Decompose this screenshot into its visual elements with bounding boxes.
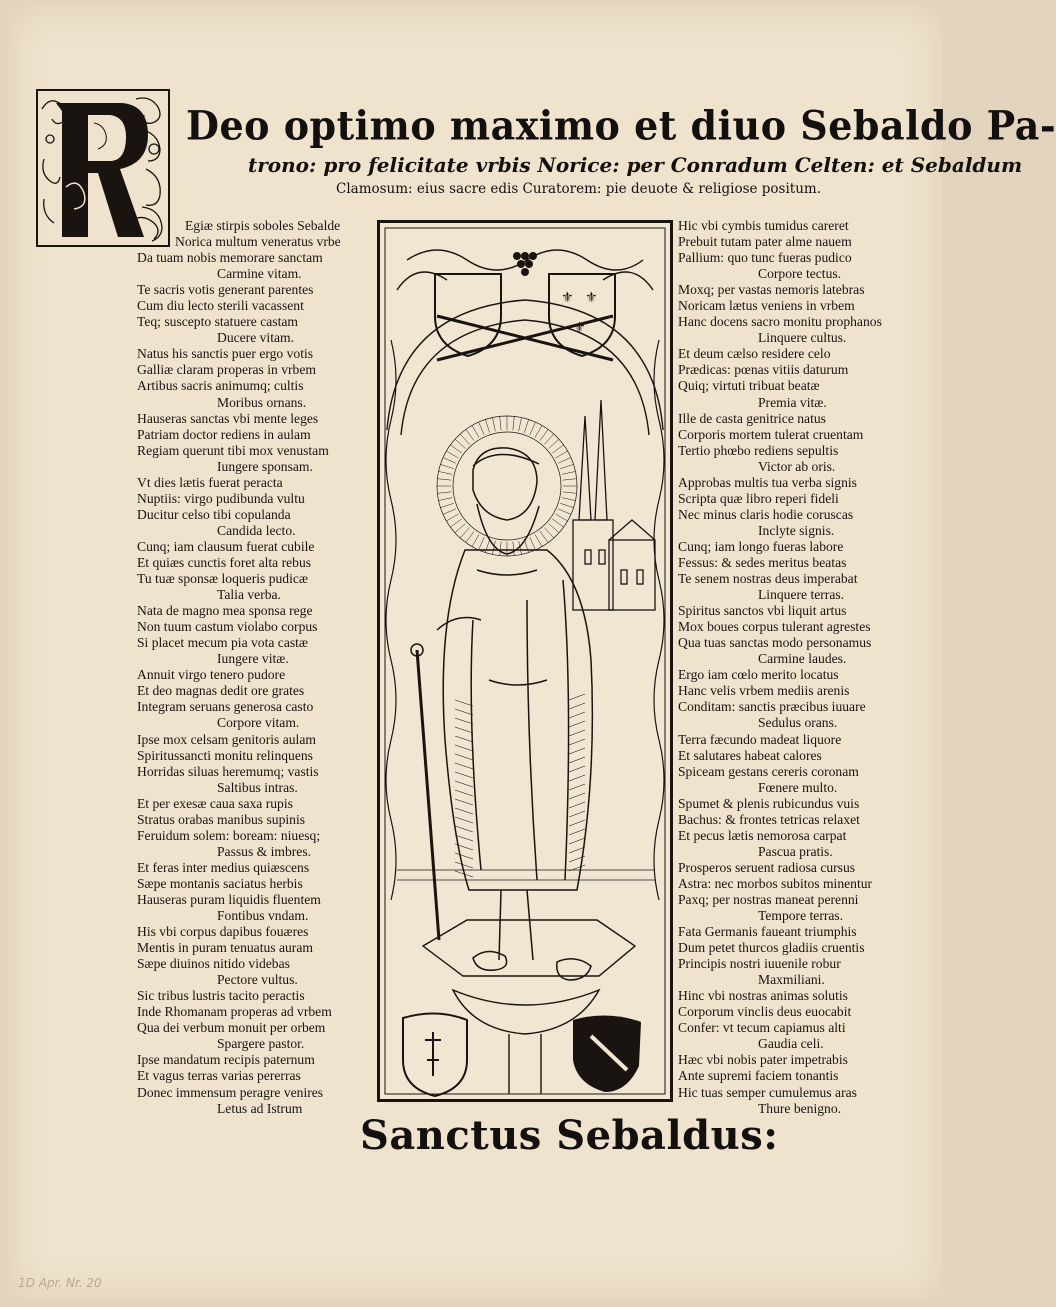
verse-line: Fontibus vndam. [217, 908, 309, 924]
verse-line: Spiritussancti monitu relinquens [137, 747, 313, 763]
verse-line: Cunq; iam clausum fuerat cubile [137, 538, 315, 554]
verse-line: Dum petet thurcos gladiis cruentis [678, 940, 865, 956]
verse-line: Stratus orabas manibus supinis [137, 811, 306, 827]
verse-line: Carmine laudes. [758, 651, 847, 667]
verse-line: Terra fæcundo madeat liquore [678, 731, 842, 747]
verse-line: Corpore tectus. [758, 266, 842, 282]
verse-line: Approbas multis tua verba signis [678, 474, 857, 490]
verse-line: Da tuam nobis memorare sanctam [137, 250, 323, 266]
svg-text:⚜: ⚜ [573, 320, 586, 336]
verses-right-column [678, 218, 882, 1117]
woodcut-saint-sebald [377, 220, 673, 1102]
verse-line: Corporum vinclis deus euocabit [678, 1004, 852, 1020]
verse-line: Corporis mortem tulerat cruentam [678, 426, 864, 442]
verse-line: Galliæ claram properas in vrbem [137, 362, 316, 378]
verse-line: Victor ab oris. [758, 458, 836, 474]
verse-line: Fata Germanis faueant triumphis [678, 924, 857, 940]
verse-line: Passus & imbres. [217, 843, 312, 859]
verse-line: Hanc velis vrbem mediis arenis [678, 683, 850, 699]
verse-line: Pallium: quo tunc fueras pudico [678, 250, 852, 266]
verse-line: Corpore vitam. [217, 715, 300, 731]
verse-line: Fœnere multo. [758, 779, 838, 795]
verse-line: Tempore terras. [758, 908, 844, 924]
verse-line: Tu tuæ sponsæ loqueris pudicæ [137, 571, 308, 587]
verse-line: Scripta quæ libro reperi fideli [678, 490, 839, 506]
verse-line: Cunq; iam longo fueras labore [678, 538, 844, 554]
verse-line: Inde Rhomanam properas ad vrbem [137, 1004, 332, 1020]
verse-line: Integram seruans generosa casto [137, 699, 314, 715]
verse-line: Talia verba. [217, 587, 281, 603]
verse-line: Ducere vitam. [217, 330, 294, 346]
verse-line: Maxmiliani. [758, 972, 825, 988]
verse-line: Ipse mandatum recipis paternum [137, 1052, 315, 1068]
verses-left-column [137, 218, 341, 1117]
verse-line: Et pecus lætis nemorosa carpat [678, 827, 847, 843]
verse-line: Hauseras sanctas vbi mente leges [137, 410, 319, 426]
verse-line: Saltibus intras. [217, 779, 298, 795]
svg-text:⚜: ⚜ [585, 290, 598, 306]
verse-line: Ducitur celso tibi copulanda [137, 506, 291, 522]
verse-line: Nuptiis: virgo pudibunda vultu [137, 490, 305, 506]
caption-sanctus-sebaldus: Sanctus Sebaldus: [360, 1112, 779, 1159]
verse-line: His vbi corpus dapibus fouæres [137, 924, 309, 940]
verse-line: Premia vitæ. [758, 394, 827, 410]
verse-line: Et salutares habeat calores [678, 747, 822, 763]
verse-line: Linquere cultus. [758, 330, 847, 346]
verse-line: Patriam doctor rediens in aulam [137, 426, 311, 442]
verse-line: Te sacris votis generant parentes [137, 282, 314, 298]
verse-line: Paxq; per nostras maneat perenni [678, 891, 859, 907]
verse-line: Hic tuas semper cumulemus aras [678, 1084, 857, 1100]
verse-line: Cum diu lecto sterili vacassent [137, 298, 304, 314]
verse-line: Feruidum solem: boream: niuesq; [137, 827, 321, 843]
verse-line: Prosperos seruent radiosa cursus [678, 859, 856, 875]
verse-line: Candida lecto. [217, 522, 296, 538]
heading-line-1: Deo optimo maximo et diuo Sebaldo Pa- [186, 101, 1056, 150]
verse-line: Et deo magnas dedit ore grates [137, 683, 305, 699]
verse-line: Hic vbi cymbis tumidus careret [678, 218, 849, 233]
verse-line: Prebuit tutam pater alme nauem [678, 234, 852, 250]
verse-line: Nata de magno mea sponsa rege [137, 603, 313, 619]
verse-line: Letus ad Istrum [217, 1100, 303, 1116]
verse-line: Gaudia celi. [758, 1036, 824, 1052]
verse-line: Pectore vultus. [217, 972, 298, 988]
heading-line-3: Clamosum: eius sacre edis Curatorem: pie deuote & religiose positum. [336, 181, 822, 197]
verse-line: Bachus: & frontes tetricas relaxet [678, 811, 860, 827]
verse-line: Principis nostri iuuenile robur [678, 956, 841, 972]
verse-line: Qua tuas sanctas modo personamus [678, 635, 872, 651]
verse-line: Donec immensum peragre venires [137, 1084, 324, 1100]
verse-line: Pascua pratis. [758, 843, 833, 859]
verse-line: Thure benigno. [758, 1100, 842, 1116]
verse-line: Et vagus terras varias pererras [137, 1068, 301, 1084]
verse-line: Moxq; per vastas nemoris latebras [678, 282, 865, 298]
verse-line: Conditam: sanctis præcibus iuuare [678, 699, 866, 715]
verse-line: Prædicas: pœnas vitiis daturum [678, 362, 849, 378]
verse-line: Astra: nec morbos subitos minentur [678, 875, 873, 891]
verse-line: Iungere vitæ. [217, 651, 289, 667]
verse-line: Vt dies lætis fuerat peracta [137, 474, 283, 490]
verse-line: Mentis in puram tenuatus auram [137, 940, 313, 956]
verse-line: Fessus: & sedes meritus beatas [678, 554, 847, 570]
verse-line: Et feras inter medius quiæscens [137, 859, 310, 875]
verse-line: Confer: vt tecum capiamus alti [678, 1020, 846, 1036]
verse-line: Annuit virgo tenero pudore [137, 667, 286, 683]
verse-line: Spargere pastor. [217, 1036, 305, 1052]
verse-line: Te senem nostras deus imperabat [678, 571, 858, 587]
verse-line: Nec minus claris hodie coruscas [678, 506, 854, 522]
verse-line: Et deum cælso residere celo [678, 346, 831, 362]
verse-line: Ergo iam cœlo merito locatus [678, 667, 839, 683]
verse-line: Carmine vitam. [217, 266, 302, 282]
verse-line: Quiq; virtuti tribuat beatæ [678, 378, 820, 394]
verse-line: Sic tribus lustris tacito peractis [137, 988, 305, 1004]
verse-line: Iungere sponsam. [217, 458, 313, 474]
verse-line: Ante supremi faciem tonantis [678, 1068, 839, 1084]
verse-line: Hauseras puram liquidis fluentem [137, 891, 321, 907]
verse-line: Spumet & plenis rubicundus vuis [678, 795, 860, 811]
verse-line: Sedulus orans. [758, 715, 838, 731]
verse-line: Et quiæs cunctis foret alta rebus [137, 554, 312, 570]
verse-line: Si placet mecum pia vota castæ [137, 635, 309, 651]
verse-line: Et per exesæ caua saxa rupis [137, 795, 293, 811]
verse-line: Sæpe montanis saciatus herbis [137, 875, 303, 891]
verse-line: Spiceam gestans cereris coronam [678, 763, 859, 779]
verse-line: Egiæ stirpis soboles Sebalde [185, 218, 341, 233]
verse-line: Teq; suscepto statuere castam [137, 314, 298, 330]
verse-line: Qua dei verbum monuit per orbem [137, 1020, 326, 1036]
verse-line: Non tuum castum violabo corpus [137, 619, 318, 635]
verse-line: Hinc vbi nostras animas solutis [678, 988, 848, 1004]
verse-line: Linquere terras. [758, 587, 845, 603]
verse-line: Tertio phœbo rediens sepultis [678, 442, 839, 458]
verse-line: Sæpe diuinos nitido videbas [137, 956, 290, 972]
verse-line: Artibus sacris animumq; cultis [137, 378, 304, 394]
verse-line: Moribus ornans. [217, 394, 307, 410]
verse-line: Ipse mox celsam genitoris aulam [137, 731, 316, 747]
verse-line: Noricam lætus veniens in vrbem [678, 298, 855, 314]
verse-line: Hæc vbi nobis pater impetrabis [678, 1052, 848, 1068]
verse-line: Natus his sanctis puer ergo votis [137, 346, 314, 362]
verse-line: Horridas siluas heremumq; vastis [137, 763, 319, 779]
pencil-inscription-left: 1D Apr. Nr. 20 [18, 1276, 102, 1290]
verse-line: Spiritus sanctos vbi liquit artus [678, 603, 847, 619]
verse-line: Mox boues corpus tulerant agrestes [678, 619, 871, 635]
svg-text:⚜: ⚜ [561, 290, 574, 306]
heading-line-2: trono: pro felicitate vrbis Norice: per Conradum Celten: et Sebaldum [248, 153, 1023, 177]
verse-line: Ille de casta genitrice natus [678, 410, 826, 426]
verse-line: Inclyte signis. [758, 522, 835, 538]
verse-line: Hanc docens sacro monitu prophanos [678, 314, 882, 330]
verse-line: Norica multum veneratus vrbe [175, 234, 341, 250]
verse-line: Regiam querunt tibi mox venustam [137, 442, 329, 458]
